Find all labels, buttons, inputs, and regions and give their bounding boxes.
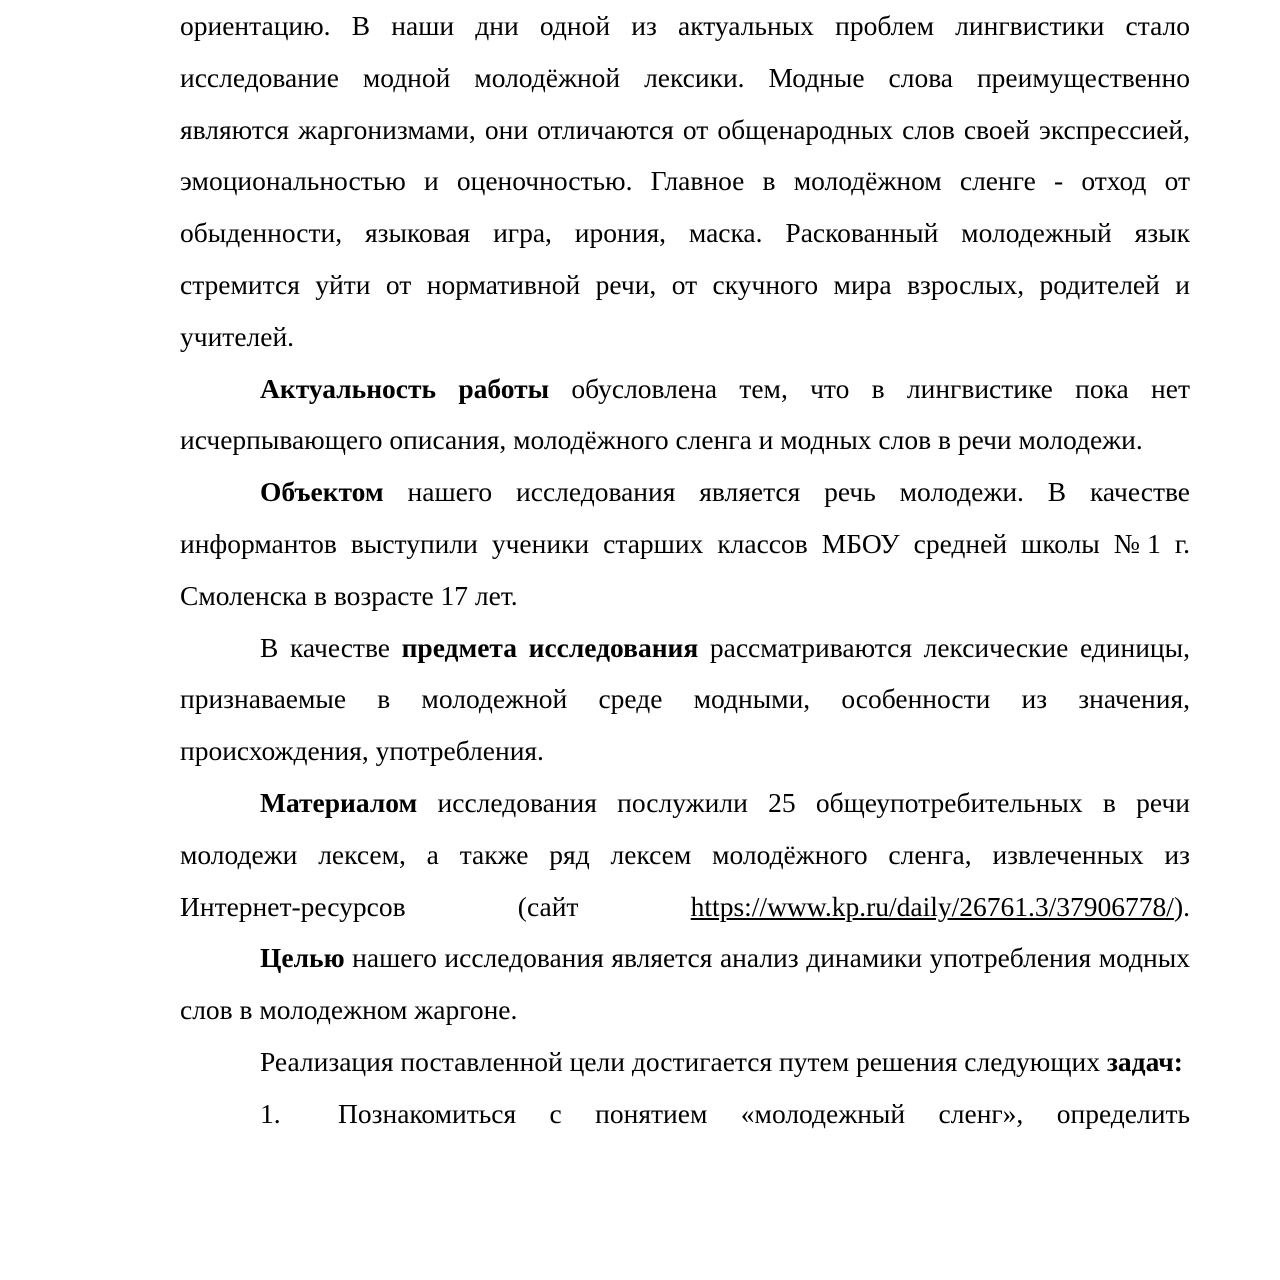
paragraph-subject <box>180 622 1190 777</box>
lead-term-relevance: Актуальность работы <box>260 372 550 404</box>
lead-term-tasks: задач: <box>1106 1045 1183 1077</box>
paragraph-subject-prefix: В качестве <box>260 631 402 663</box>
paragraph-object-body: нашего исследования является речь молодежи. В качестве информантов выступили ученики старших классов МБОУ средней школы №1 г. Смоленска в возрасте 17 лет. <box>180 476 1190 611</box>
paragraph-material <box>180 777 1190 932</box>
paragraph-tasks-intro-body: Реализация поставленной цели достигается путем решения следующих <box>260 1045 1107 1077</box>
list-item-text: Познакомиться с понятием «молодежный сленг», определить <box>338 1097 1190 1129</box>
paragraph-material-tail: ). <box>1173 890 1190 922</box>
paragraph-subject-body: рассматриваются лексические единицы, признаваемые в молодежной среде модными, особенности из значения, происхождения, употребления. <box>180 631 1190 767</box>
list-item <box>180 1088 1190 1140</box>
document-text-column <box>180 0 1190 1140</box>
paragraph-continued-intro: ориентацию. В наши дни одной из актуальных проблем лингвистики стало исследование модной молодёжной лексики. Модные слова преимущественно являются жаргонизмами, они отличаются от общенародных слов своей экспрессией, эмоциональностью и оценочностью. Главное в молодёжном сленге - отход от обыденности, языковая игра, ирония, маска. Раскованный молодежный язык стремится уйти от нормативной речи, от скучного мира взрослых, родителей и учителей. <box>180 10 1190 352</box>
lead-term-object: Объектом <box>260 476 384 508</box>
lead-term-material: Материалом <box>260 786 418 818</box>
paragraph-material-body: исследования послужили 25 общеупотребительных в речи молодежи лексем, а также ряд лексем молодёжного сленга, извлеченных из Интернет-ресурсов (сайт <box>180 786 1190 922</box>
paragraph-relevance <box>180 363 1190 467</box>
paragraph-goal <box>180 932 1190 1036</box>
paragraph-tasks-intro <box>180 1036 1190 1088</box>
paragraph-relevance-body: обусловлена тем, что в лингвистике пока нет исчерпывающего описания, молодёжного сленга и модных слов в речи молодежи. <box>180 372 1190 456</box>
lead-term-goal: Целью <box>260 942 345 974</box>
list-item-number: 1. <box>260 1097 281 1129</box>
paragraph-goal-body: нашего исследования является анализ динамики употребления модных слов в молодежном жаргоне. <box>180 942 1190 1026</box>
source-url-link[interactable]: https://www.kp.ru/daily/26761.3/37906778/ <box>690 890 1174 922</box>
paragraph-object <box>180 466 1190 621</box>
lead-term-subject: предмета исследования <box>401 631 699 663</box>
